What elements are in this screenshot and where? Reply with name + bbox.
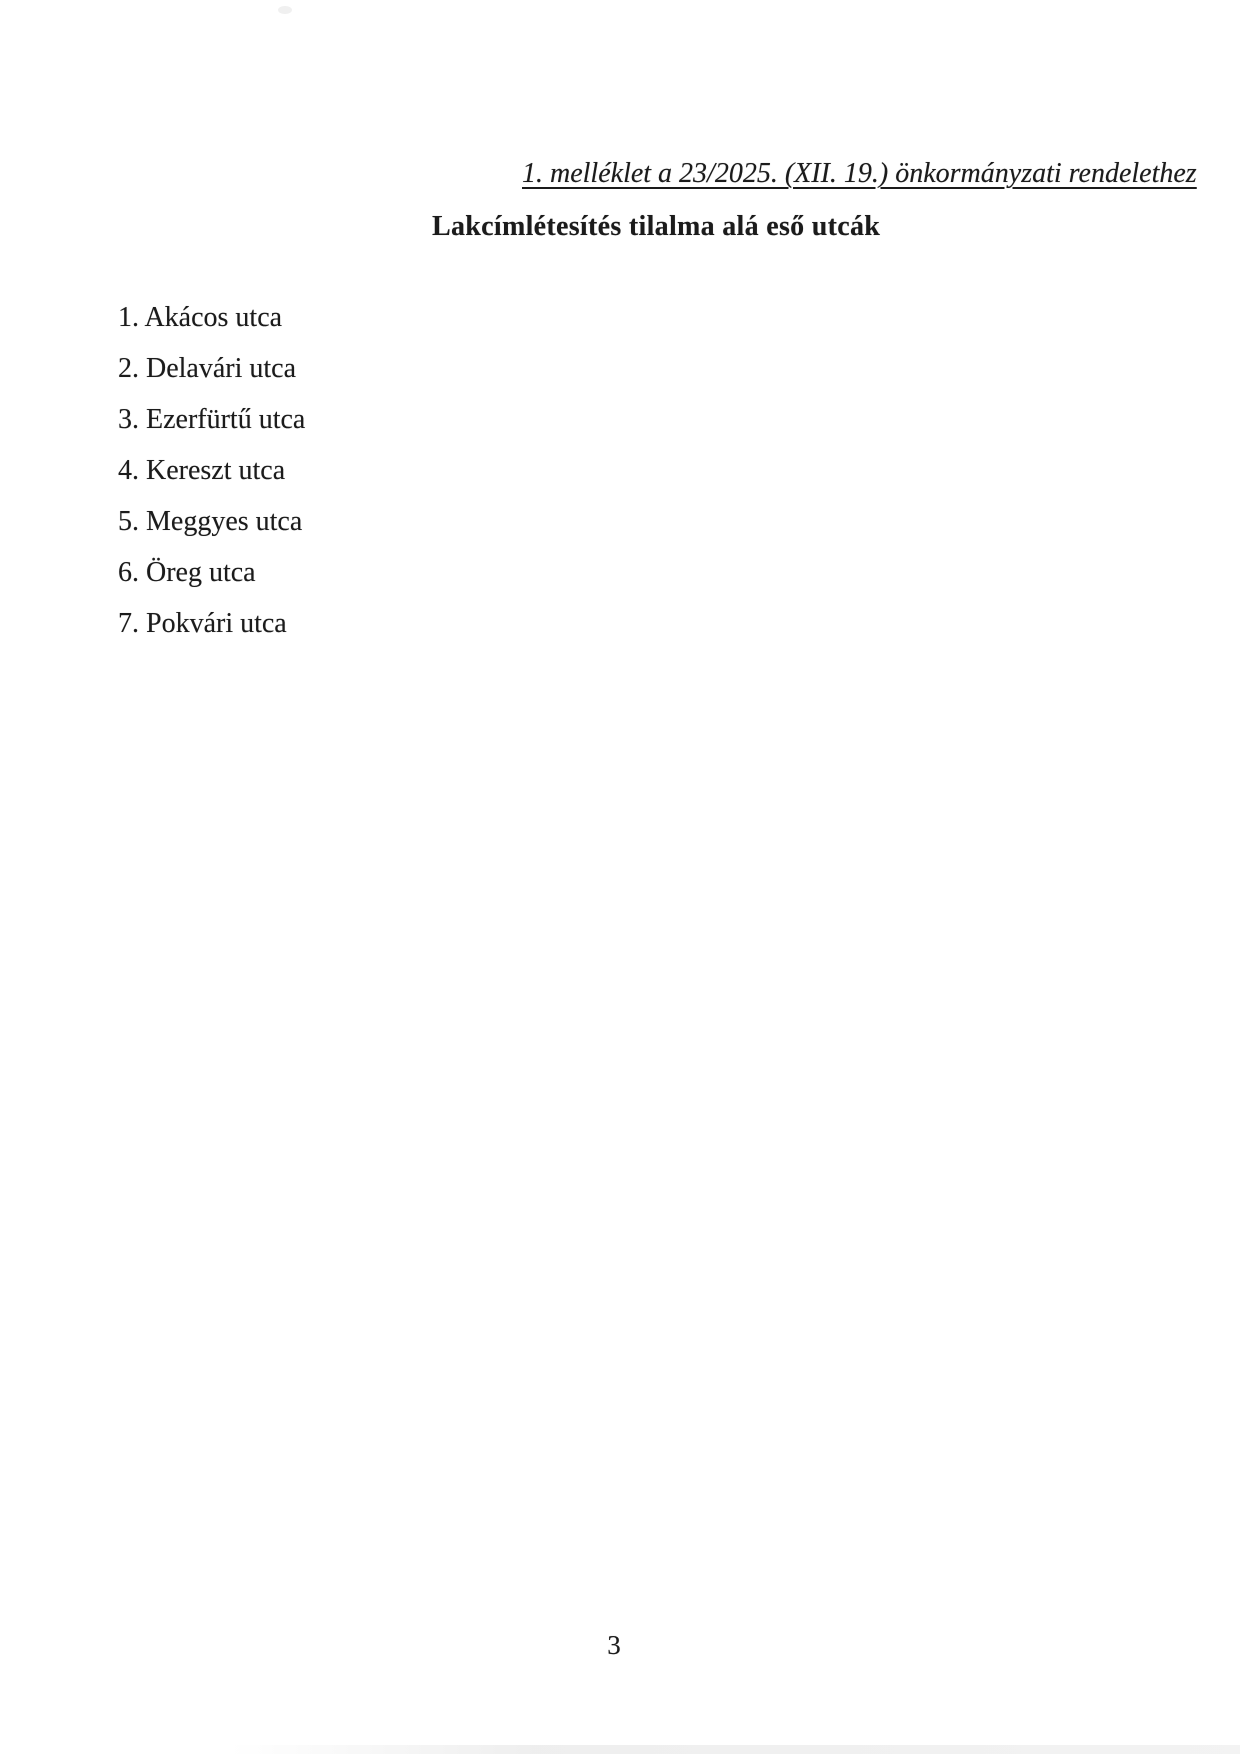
street-list <box>118 292 305 649</box>
street-list-item: 1. Akácos utca <box>118 302 283 333</box>
scan-artifact-top <box>278 6 292 14</box>
annex-reference-line: 1. melléklet a 23/2025. (XII. 19.) önkormányzati rendelethez <box>522 158 1197 189</box>
street-list-item: 3. Ezerfürtű utca <box>118 404 306 435</box>
street-list-item: 6. Öreg utca <box>118 557 256 588</box>
street-list-item: 5. Meggyes utca <box>118 506 303 537</box>
street-list-item: 2. Delavári utca <box>118 353 297 384</box>
street-list-item: 7. Pokvári utca <box>118 608 287 639</box>
page-number: 3 <box>607 1630 621 1660</box>
street-list-item: 4. Kereszt utca <box>118 455 286 486</box>
scan-artifact-bottom <box>230 1745 1240 1754</box>
document-title: Lakcímlétesítés tilalma alá eső utcák <box>432 211 881 242</box>
